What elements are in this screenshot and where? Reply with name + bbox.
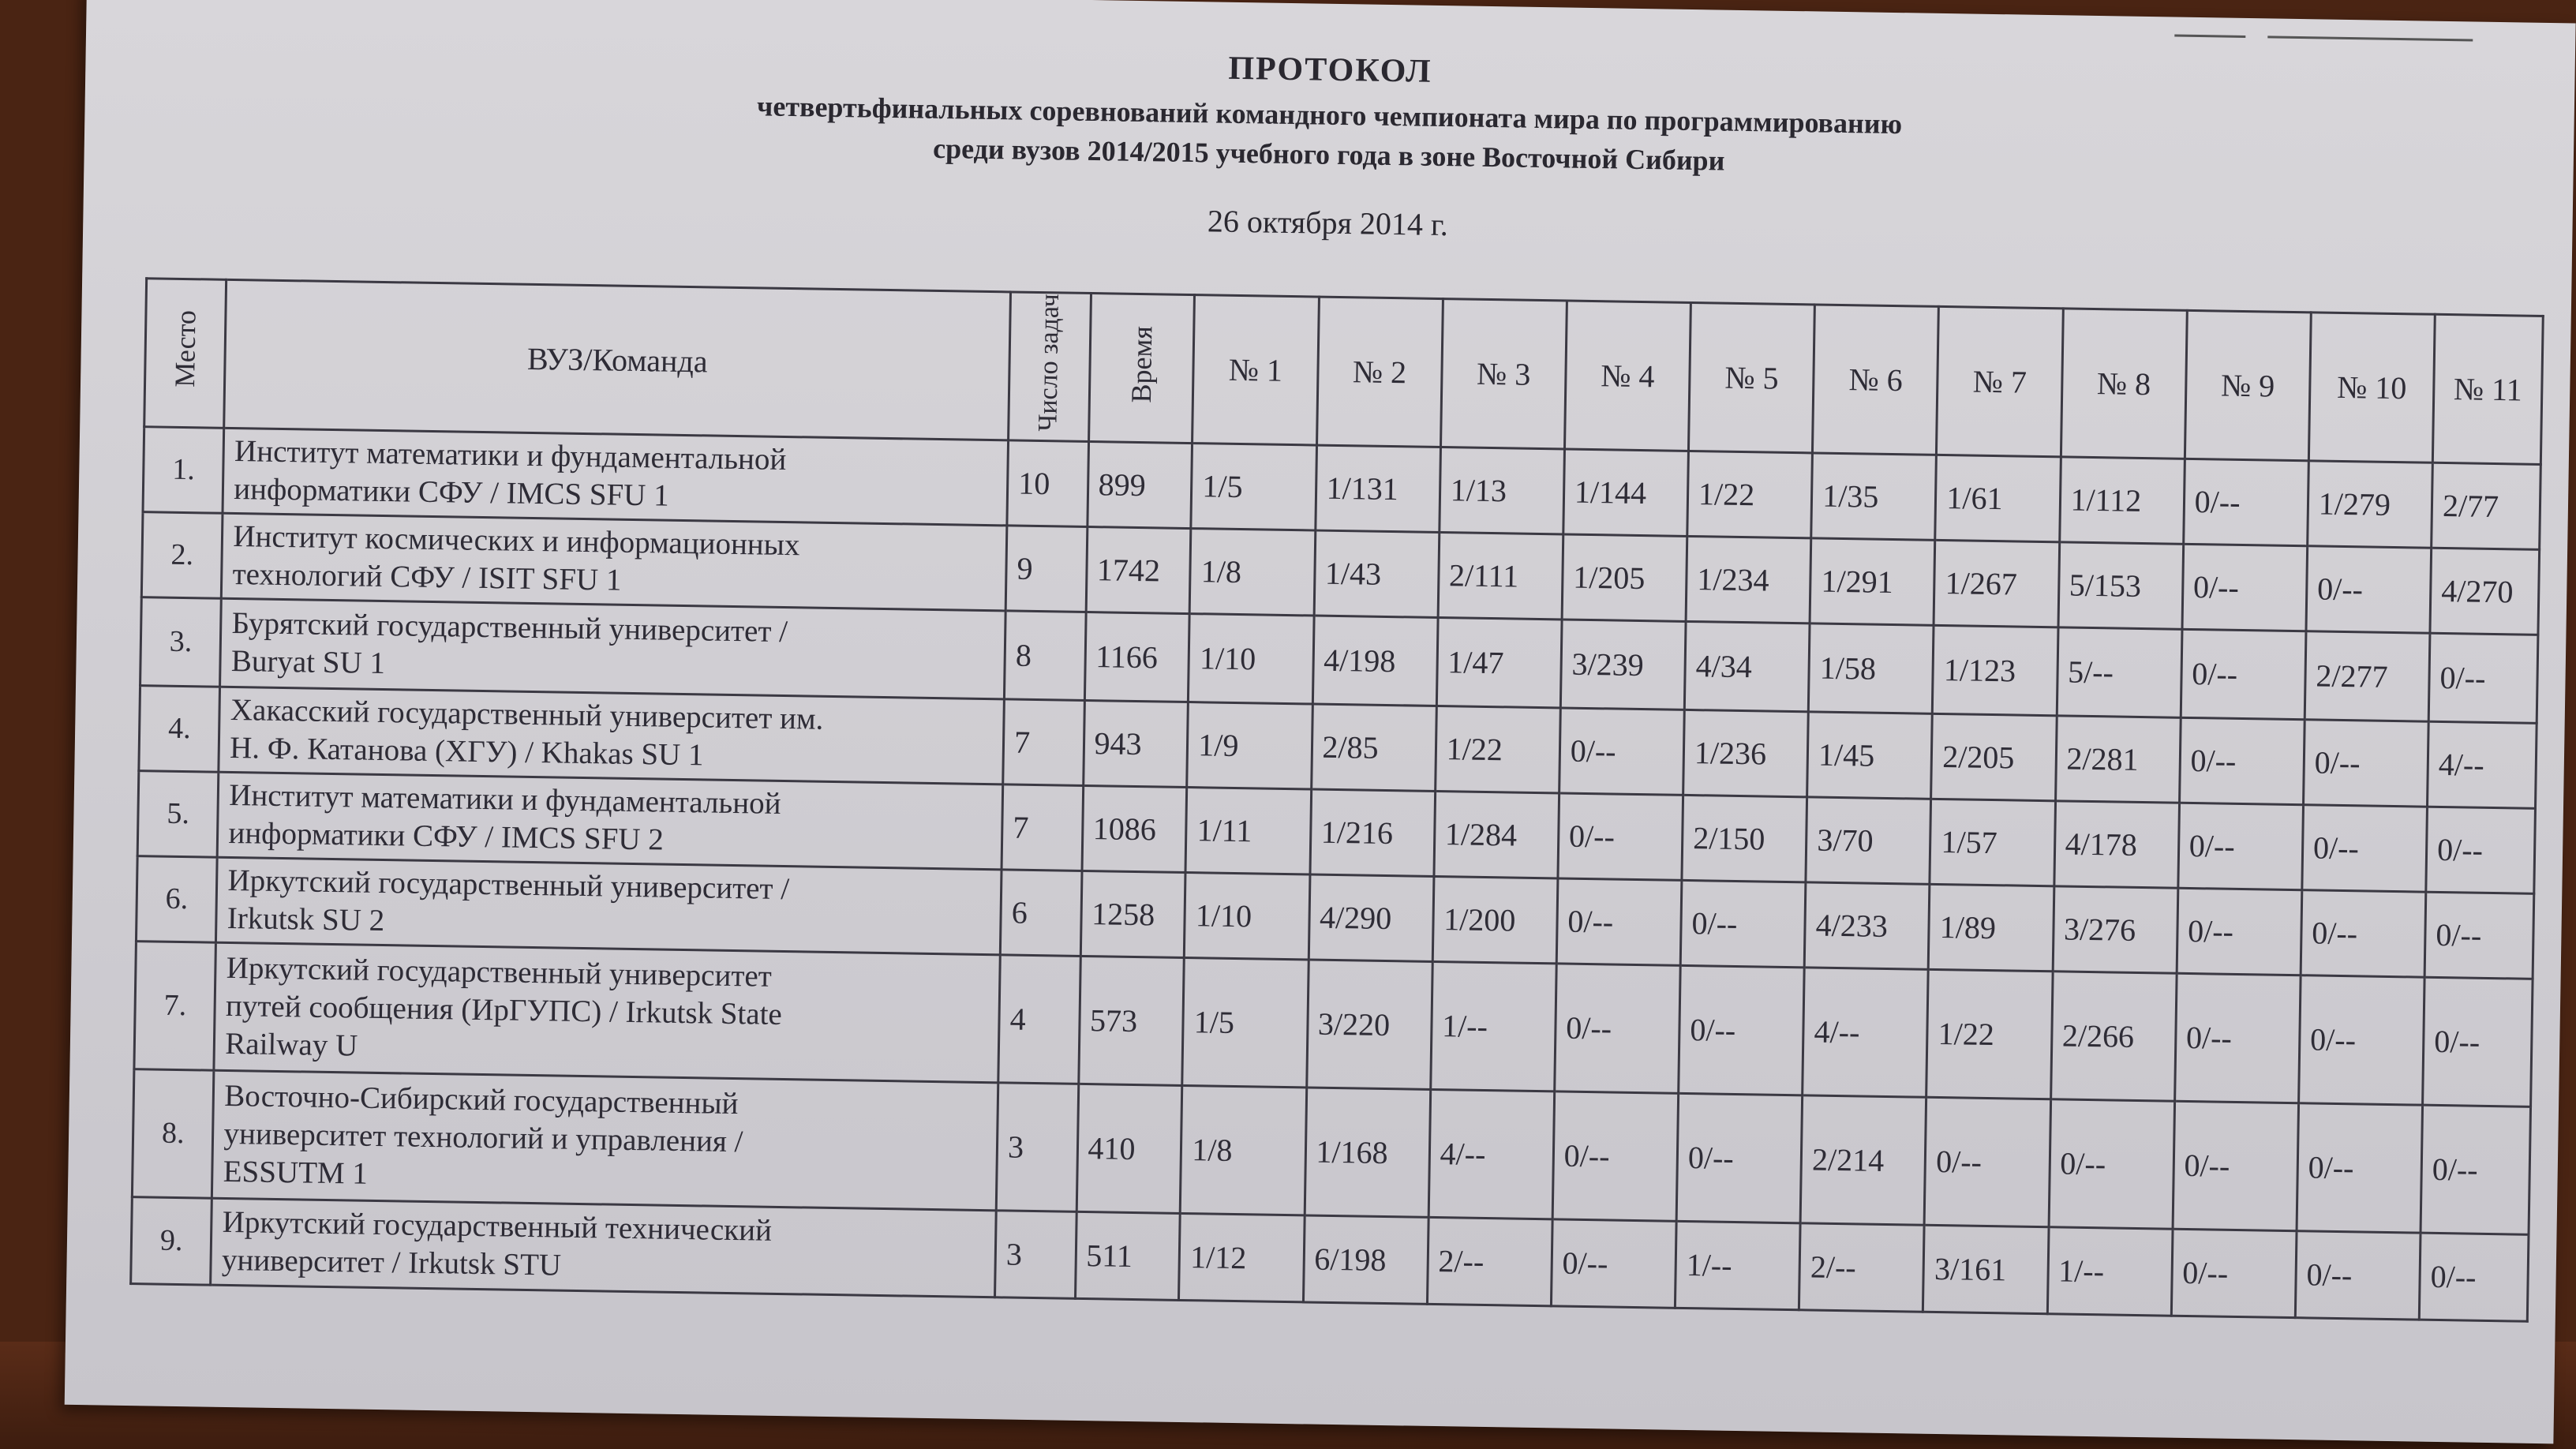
header-problem: № 10 [2308,313,2435,462]
problem-result-cell: 1/45 [1807,711,1933,798]
problem-result-cell: 1/11 [1185,787,1311,874]
corner-signature-lines [2174,25,2473,42]
team-cell [218,772,1003,870]
problem-result-cell: 1/9 [1187,702,1312,788]
team-cell [211,1198,996,1297]
problem-result-cell: 1/112 [2059,456,2185,543]
problem-result-cell: 0/-- [2182,544,2308,631]
place-cell: 3. [140,597,222,687]
place-cell: 2. [141,511,223,598]
time-cell: 1258 [1080,871,1185,957]
header-problem: № 4 [1564,301,1690,451]
problem-result-cell: 1/168 [1305,1087,1431,1216]
problem-result-cell: 4/270 [2430,548,2540,635]
problem-result-cell: 0/-- [2303,719,2428,806]
team-name-line: Иркутский государственный университет [226,950,773,994]
problem-result-cell: 0/-- [2421,1105,2530,1234]
problem-result-cell: 0/-- [2424,892,2534,979]
header-problem: № 2 [1316,297,1443,447]
place-cell: 6. [136,856,217,942]
problem-result-cell: 1/22 [1926,969,2053,1099]
problem-result-cell: 1/267 [1934,540,2059,627]
problem-result-cell: 1/216 [1309,788,1435,875]
problem-result-cell: 3/70 [1806,796,1931,883]
problem-result-cell: 0/-- [1559,707,1684,794]
team-name-line: Бурятский государственный университет / [231,605,788,650]
header-problem: № 9 [2185,310,2311,460]
team-cell [220,598,1005,699]
problem-result-cell: 4/-- [1428,1089,1555,1219]
problem-result-cell: 4/233 [1804,882,1930,968]
problem-result-cell: 0/-- [2302,804,2428,891]
solved-cell: 6 [1000,869,1081,956]
problem-result-cell: 4/34 [1684,621,1810,711]
problem-result-cell: 0/-- [1552,1091,1679,1220]
problem-result-cell: 0/-- [2179,717,2305,804]
problem-result-cell: 2/85 [1311,704,1436,791]
team-cell [222,513,1007,611]
problem-result-cell: 0/-- [2295,1230,2421,1319]
problem-result-cell: 6/198 [1303,1215,1428,1303]
problem-result-cell: 0/-- [2183,459,2308,545]
team-name-line: университет / Irkutsk STU [221,1242,562,1282]
problem-result-cell: 0/-- [1556,878,1682,964]
subtitle-line-2: среди вузов 2014/2015 учебного года в зоне Восточной Сибири [932,132,1725,177]
problem-result-cell: 0/-- [2181,629,2306,719]
header-place: Место [144,279,227,428]
problem-result-cell: 1/47 [1436,617,1562,707]
place-cell: 8. [132,1069,214,1198]
header-team: ВУЗ/Команда [224,279,1011,440]
problem-result-cell: 1/144 [1563,448,1689,535]
time-cell: 1166 [1084,612,1190,702]
team-cell [223,428,1008,526]
problem-result-cell: 1/58 [1808,623,1934,713]
team-name-line: Н. Ф. Катанова (ХГУ) / Khakas SU 1 [229,730,704,773]
problem-result-cell: 1/13 [1439,447,1564,534]
team-name-line: Railway U [224,1026,358,1063]
problem-result-cell: 1/10 [1189,613,1314,703]
solved-cell: 4 [998,954,1080,1084]
problem-result-cell: 1/43 [1314,530,1440,617]
problem-result-cell: 5/153 [2058,541,2184,628]
team-cell [214,942,1000,1083]
problem-result-cell: 0/-- [2423,977,2533,1106]
place-cell: 7. [134,941,216,1070]
problem-result-cell: 2/281 [2055,715,2181,802]
problem-result-cell: 2/-- [1799,1222,1925,1311]
place-cell: 5. [137,770,219,857]
header-problem: № 8 [2061,309,2187,459]
team-name-line: Институт математики и фундаментальной [234,434,787,477]
problem-result-cell: 3/220 [1306,959,1432,1088]
problem-result-cell: 4/-- [1803,967,1929,1096]
header-problem: № 1 [1193,295,1319,445]
problem-result-cell: 0/-- [2049,1099,2175,1228]
problem-result-cell: 1/12 [1179,1213,1305,1301]
team-name-line: ESSUTM 1 [223,1154,369,1191]
problem-result-cell: 0/-- [1551,1219,1676,1307]
results-body [131,426,2541,1321]
problem-result-cell: 1/123 [1933,625,2058,715]
time-cell: 410 [1076,1084,1182,1213]
problem-result-cell: 1/236 [1683,710,1809,796]
problem-result-cell: 3/161 [1923,1225,2049,1313]
problem-result-cell: 1/5 [1191,443,1316,530]
problem-result-cell: 4/-- [2428,721,2537,808]
problem-result-cell: 2/150 [1682,795,1807,882]
solved-cell: 10 [1007,440,1088,526]
problem-result-cell: 1/205 [1562,534,1687,620]
problem-result-cell: 1/-- [1675,1221,1800,1309]
problem-result-cell: 2/77 [2432,462,2541,549]
team-name-line: технологий СФУ / ISIT SFU 1 [232,556,622,597]
problem-result-cell: 0/-- [1676,1093,1803,1222]
header-problem: № 3 [1440,299,1567,449]
problem-result-cell: 2/277 [2305,631,2430,721]
header-problem: № 6 [1813,305,1939,455]
header-problem: № 5 [1688,302,1814,452]
problem-result-cell: 1/284 [1434,791,1559,878]
problem-result-cell: 3/239 [1560,619,1686,709]
team-name-line: Irkutsk SU 2 [227,900,385,938]
problem-result-cell: 2/205 [1931,713,2057,800]
team-name-line: Хакасский государственный университет им. [230,692,824,736]
protocol-sheet [65,0,2576,1443]
document-date: 26 октября 2014 г. [1207,203,1449,243]
problem-result-cell: 0/-- [1558,792,1683,879]
problem-result-cell: 1/5 [1182,957,1309,1087]
problem-result-cell: 1/8 [1189,528,1315,615]
time-cell: 511 [1075,1211,1181,1300]
problem-result-cell: 0/-- [2174,973,2301,1103]
problem-result-cell: 2/266 [2050,971,2177,1100]
problem-result-cell: 4/198 [1312,616,1438,706]
problem-result-cell: 1/234 [1686,536,1811,623]
problem-result-cell: 2/111 [1438,532,1563,619]
team-name-line: информатики СФУ / IMCS SFU 2 [228,815,665,857]
problem-result-cell: 1/22 [1435,706,1560,792]
problem-result-cell: 1/279 [2308,460,2433,547]
solved-cell: 3 [996,1082,1078,1211]
problem-result-cell: 0/-- [2297,1103,2423,1232]
problem-result-cell: 2/214 [1800,1095,1926,1224]
problem-result-cell: 0/-- [2306,545,2432,632]
place-cell: 1. [143,426,224,513]
document-title: ПРОТОКОЛ [1228,50,1432,90]
team-name-line: Иркутский государственный университет / [227,863,790,907]
team-cell [212,1070,998,1211]
problem-result-cell: 0/-- [1680,880,1806,967]
problem-result-cell: 0/-- [2426,807,2536,893]
header-problem: № 7 [1937,306,2063,456]
team-cell [219,687,1004,784]
time-cell: 943 [1083,700,1188,787]
solved-cell: 9 [1005,525,1087,612]
problem-result-cell: 1/10 [1185,872,1310,959]
problem-result-cell: 1/89 [1929,884,2054,971]
team-name-line: Иркутский государственный технический [222,1204,773,1248]
problem-result-cell: 1/61 [1935,455,2061,541]
problem-result-cell: 1/-- [2047,1226,2173,1315]
problem-result-cell: 2/-- [1427,1217,1552,1305]
problem-result-cell: 0/-- [2428,633,2538,723]
problem-result-cell: 1/131 [1315,445,1440,532]
team-name-line: Институт космических и информационных [233,519,800,563]
solved-cell: 8 [1005,610,1086,700]
time-cell: 1742 [1086,526,1191,613]
problem-result-cell: 0/-- [1924,1097,2050,1226]
team-name-line: информатики СФУ / IMCS SFU 1 [234,472,669,513]
problem-result-cell: 0/-- [1555,963,1681,1092]
team-name-line: путей сообщения (ИрГУПС) / Irkutsk State [225,988,783,1032]
header-solved: Число задач [1009,292,1091,441]
problem-result-cell: 0/-- [1679,965,1805,1095]
results-table [129,277,2544,1322]
team-cell [216,857,1002,955]
problem-result-cell: 3/276 [2053,886,2178,972]
place-cell: 4. [139,685,220,772]
problem-result-cell: 0/-- [2298,975,2424,1104]
time-cell: 1086 [1082,785,1187,872]
problem-result-cell: 0/-- [2419,1233,2529,1321]
time-cell: 899 [1087,441,1192,528]
solved-cell: 7 [1002,784,1083,871]
team-name-line: университет технологий и управления / [223,1116,743,1159]
header-block [83,32,2574,261]
problem-result-cell: 1/35 [1811,452,1937,539]
solved-cell: 7 [1003,698,1084,785]
time-cell: 573 [1078,956,1184,1085]
problem-result-cell: 1/22 [1687,451,1813,537]
header-time: Время [1088,294,1195,444]
team-name-line: Восточно-Сибирский государственный [223,1078,739,1121]
header-problem: № 11 [2432,314,2543,464]
problem-result-cell: 1/200 [1432,876,1558,963]
problem-result-cell: 5/-- [2057,627,2182,717]
problem-result-cell: 0/-- [2171,1229,2297,1317]
solved-cell: 3 [995,1210,1076,1298]
problem-result-cell: 1/-- [1430,961,1556,1091]
team-name-line: Buryat SU 1 [230,643,386,681]
subtitle-line-1: четвертьфинальных соревнований командного чемпионата мира по программированию [756,90,1903,140]
problem-result-cell: 4/290 [1309,874,1434,960]
problem-result-cell: 0/-- [2301,889,2426,976]
team-name-line: Институт математики и фундаментальной [228,777,781,821]
problem-result-cell: 1/291 [1810,537,1935,624]
problem-result-cell: 0/-- [2173,1101,2299,1230]
problem-result-cell: 1/8 [1181,1085,1307,1215]
place-cell: 9. [131,1196,212,1285]
problem-result-cell: 0/-- [2178,803,2304,889]
problem-result-cell: 4/178 [2054,800,2179,887]
problem-result-cell: 0/-- [2177,888,2302,975]
problem-result-cell: 1/57 [1930,799,2055,886]
